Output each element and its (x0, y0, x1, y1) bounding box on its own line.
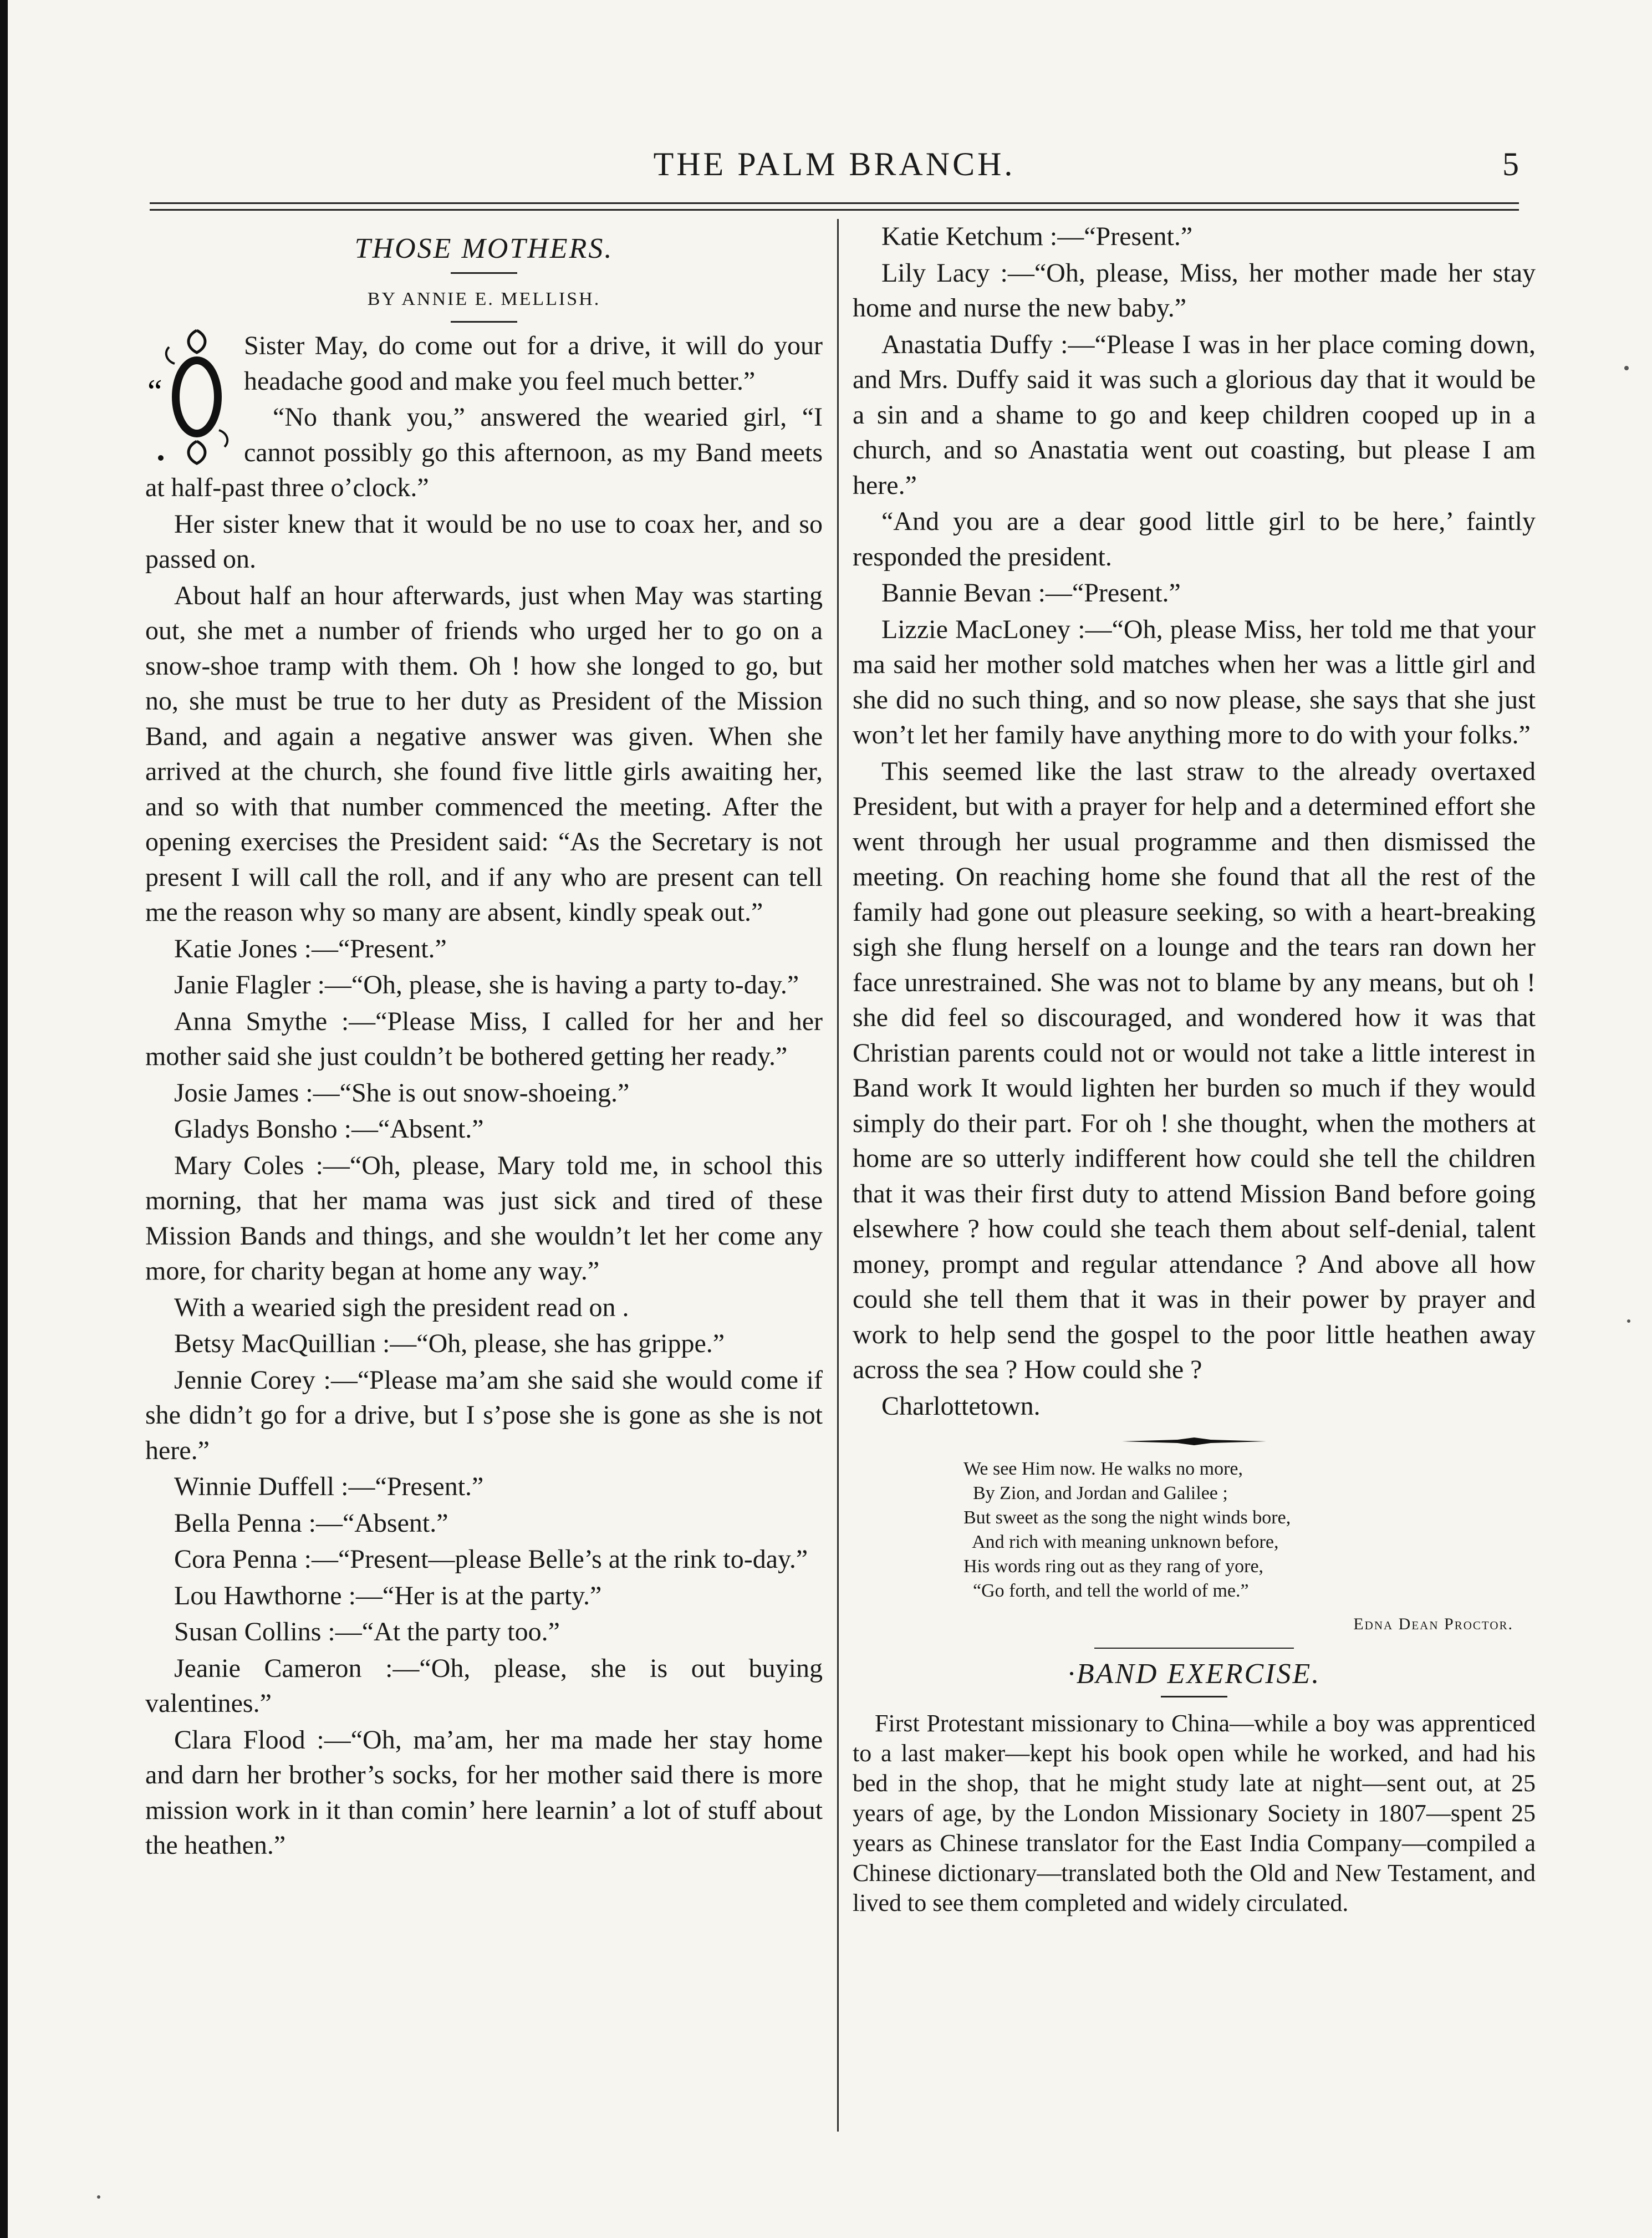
roll-call-line: Mary Coles :—“Oh, please, Mary told me, in school this morning, that her mama was just sick and tired of these Mission Bands and things, and she wouldn’t let her come any more, for charity began at home any way.” (145, 1150, 823, 1286)
band-exercise-rule (1161, 1696, 1227, 1697)
poem-line: By Zion, and Jordan and Galilee ; (963, 1483, 1228, 1503)
roll-call-line: Betsy MacQuillian :—“Oh, please, she has grippe.” (174, 1329, 725, 1358)
byline-rule (451, 321, 517, 323)
paragraph: Her sister knew that it would be no use to coax her, and so passed on. (145, 509, 823, 574)
print-speck (97, 2195, 100, 2199)
ornamental-dropcap (144, 325, 238, 469)
print-speck (1624, 366, 1629, 370)
title-rule (451, 272, 517, 274)
band-exercise-title: ·BAND EXERCISE. (1067, 1658, 1321, 1690)
roll-call-line: Cora Penna :—“Present—please Belle’s at the rink to-day.” (174, 1544, 808, 1574)
paragraph: This seemed like the last straw to the already overtaxed President, but with a prayer for help and a determined effort she went through her usual programme and then dismissed the meeting. On reaching home she found that all the rest of the family had gone out pleasure seeking, so with a heart-breaking sigh she flung herself on a lounge and the tears ran down her face unrestrained. She was not to blame by any means, but oh ! she did feel so discouraged, and wondered how it was that Christian parents could not or would not take a little interest in Band work It would lighten her burden so much if they would simply do their part. For oh ! she thought, when the mothers at home are so utterly indifferent how could she tell the children that it was their first duty to attend Mission Band before going elsewhere ? how could she teach them about self-denial, talent money, prompt and regular attendance ? And above all how could she tell them that it was in their power by prayer and work to help send the gospel to the poor little heathen away across the sea ? How could she ? (853, 756, 1536, 1384)
poem-line: And rich with meaning unknown before, (963, 1532, 1279, 1552)
roll-call-line: Katie Ketchum :—“Present.” (881, 222, 1193, 251)
page-binding-edge (0, 0, 8, 2238)
poem-line: We see Him now. He walks no more, (963, 1459, 1243, 1479)
paragraph: “No thank you,” answered the wearied girl, “I cannot possibly go this afternoon, as my Band meets at half-past three o’clock.” (145, 402, 823, 502)
article-place: Charlottetown. (881, 1391, 1041, 1421)
roll-call-line: Winnie Duffell :—“Present.” (174, 1472, 484, 1501)
paragraph: About half an hour afterwards, just when May was starting out, she met a number of friends who urged her to go on a snow-shoe tramp with them. Oh ! how she longed to go, but no, she must be true to her duty as President of the Mission Band, and again a negative answer was given. When she arrived at the church, she found five little girls awaiting her, and so with that number commenced the meeting. After the opening exercises the President said: “As the Secretary is not present I will call the roll, and if any who are present can tell me the reason why so many are absent, kindly speak out.” (145, 580, 823, 927)
right-column (853, 219, 1536, 1918)
roll-call-line: Susan Collins :—“At the party too.” (174, 1617, 560, 1646)
page-number: 5 (1502, 146, 1519, 182)
paragraph: “And you are a dear good little girl to be here,’ faintly responded the president. (853, 507, 1536, 572)
article-byline: BY ANNIE E. MELLISH. (367, 288, 601, 309)
section-rule (1094, 1648, 1294, 1649)
roll-call-line: Jeanie Cameron :—“Oh, please, she is out buying valentines.” (145, 1653, 823, 1718)
band-exercise-body: First Protestant missionary to China—while a boy was apprenticed to a last maker—kept his book open while he worked, and had his bed in the shop, that he might study late at night—sent out, at 25 years of age, by the London Missionary Society in 1807—spent 25 years as Chinese translator for the East India Company—compiled a Chinese dictionary—translated both the Old and New Testament, and lived to see them completed and widely circulated. (853, 1710, 1536, 1916)
roll-call-line: Janie Flagler :—“Oh, please, she is having a party to-day.” (174, 970, 799, 1000)
paragraph: Sister May, do come out for a drive, it will do your headache good and make you feel much better.” (244, 331, 823, 396)
roll-call-line: Anna Smythe :—“Please Miss, I called for her and her mother said she just couldn’t be bothered getting her ready.” (145, 1006, 823, 1071)
roll-call-line: Lily Lacy :—“Oh, please, Miss, her mother made her stay home and nurse the new baby.” (853, 258, 1536, 323)
roll-call-line: Gladys Bonsho :—“Absent.” (174, 1114, 484, 1144)
running-title: THE PALM BRANCH. (653, 146, 1016, 182)
svg-text:“: “ (147, 373, 162, 410)
roll-call-line: Clara Flood :—“Oh, ma’am, her ma made her stay home and darn her brother’s socks, for her mother said there is more mission work in it than comin’ here learnin’ a lot of stuff about the heathen.” (145, 1725, 823, 1860)
poem-line: His words ring out as they rang of yore, (963, 1556, 1264, 1577)
tapered-rule-ornament (1122, 1436, 1266, 1447)
poem-block (963, 1457, 1536, 1603)
roll-call-line: Jennie Corey :—“Please ma’am she said she would come if she didn’t go for a drive, but I s’pose she is gone as she is not here.” (145, 1365, 823, 1465)
roll-call-line: Anastatia Duffy :—“Please I was in her place coming down, and Mrs. Duffy said it was such a glorious day that it would be a sin and a shame to go and keep children cooped up in a church, and so Anastatia went out coasting, but please I am here.” (853, 329, 1536, 500)
poem-line: But sweet as the song the night winds bore, (963, 1507, 1291, 1528)
roll-call-line: Bannie Bevan :—“Present.” (881, 578, 1181, 608)
article-title: THOSE MOTHERS. (354, 233, 614, 264)
left-column (145, 219, 823, 1864)
ornamental-o-icon (144, 325, 238, 469)
roll-call-line: Josie James :—“She is out snow-shoeing.” (174, 1078, 630, 1108)
column-divider (837, 219, 839, 2132)
roll-call-line: Bella Penna :—“Absent.” (174, 1508, 448, 1538)
roll-call-line: Lizzie MacLoney :—“Oh, please Miss, her told me that your ma said her mother sold matches when her was a little girl and she did no such thing, and so now please, she says that she just won’t let her family have anything more to do with your folks.” (853, 614, 1536, 750)
header-double-rule (150, 202, 1519, 216)
roll-call-line: Lou Hawthorne :—“Her is at the party.” (174, 1581, 602, 1610)
poem-line: “Go forth, and tell the world of me.” (963, 1581, 1249, 1601)
print-speck (1627, 1319, 1630, 1323)
roll-call-line: Katie Jones :—“Present.” (174, 934, 447, 963)
paragraph: With a wearied sigh the president read on . (174, 1292, 629, 1322)
poem-author: Edna Dean Proctor. (1353, 1615, 1513, 1633)
page-header (150, 145, 1519, 190)
opening-paragraph-block (145, 328, 823, 506)
